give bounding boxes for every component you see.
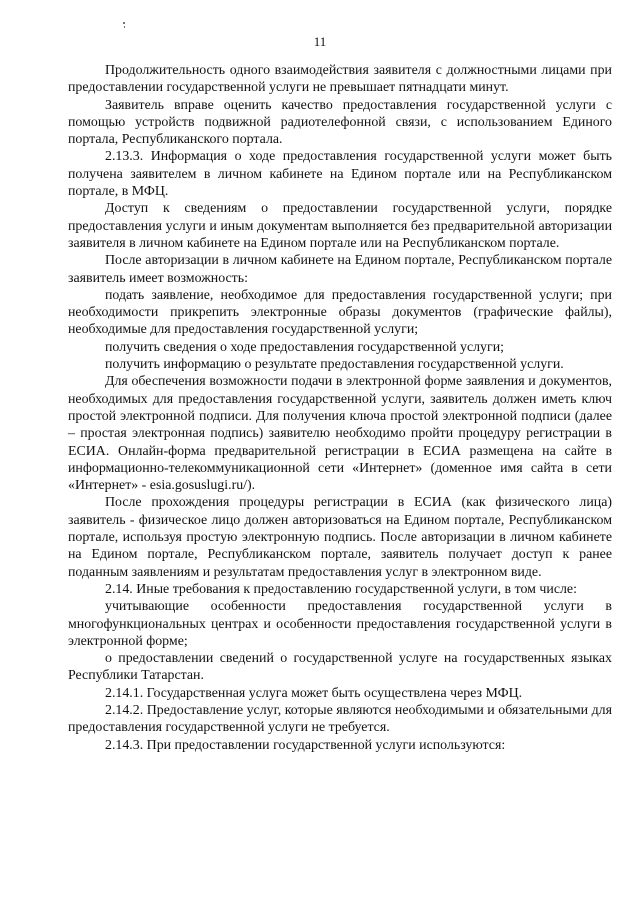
paragraph: Для обеспечения возможности подачи в электронной форме заявления и документов, необходимых для предоставления государственной услуги, заявитель должен иметь ключ простой электронной подписи. Для получения ключа простой электронной подписи (далее – простая электронная подпись) заявителю необходимо пройти процедуру регистрации в ЕСИА. Онлайн-форма предварительной регистрации в ЕСИА размещена на сайте в информационно-телекоммуникационной сети «Интернет» (доменное имя сайта в сети «Интернет» - esia.gosuslugi.ru/). <box>68 374 612 494</box>
paragraph: о предоставлении сведений о государственной услуге на государственных языках Республики Татарстан. <box>68 651 612 684</box>
paragraph: Продолжительность одного взаимодействия заявителя с должностными лицами при предоставлении государственной услуги не превышает пятнадцати минут. <box>68 63 612 96</box>
paragraph: получить информацию о результате предоставления государственной услуги. <box>105 357 564 373</box>
paragraph: получить сведения о ходе предоставления государственной услуги; <box>105 339 504 355</box>
paragraph: 2.14.2. Предоставление услуг, которые являются необходимыми и обязательными для предоставления государственной услуги не требуется. <box>68 702 612 736</box>
scan-speck <box>123 22 125 24</box>
paragraph: учитывающие особенности предоставления государственной услуги в многофункциональных центрах и особенности предоставления государственной услуги в электронной форме; <box>68 599 612 649</box>
paragraph: подать заявление, необходимое для предоставления государственной услуги; при необходимости прикрепить электронные образы документов (графические файлы), необходимые для предоставления государственной услуги; <box>68 287 612 338</box>
paragraph: После авторизации в личном кабинете на Едином портале, Республиканском портале заявитель имеет возможность: <box>68 253 612 286</box>
paragraph: 2.14.3. При предоставлении государственной услуги используются: <box>105 737 506 753</box>
paragraph: 2.13.3. Информация о ходе предоставления государственной услуги может быть получена заявителем в личном кабинете на Едином портале или на Республиканском портале, в МФЦ. <box>68 149 612 200</box>
paragraph: После прохождения процедуры регистрации в ЕСИА (как физического лица) заявитель - физическое лицо должен авторизоваться на Едином портале, Республиканском портале, используя простую электронную подпись. После авторизации в личном кабинете на Едином портале, Республиканском портале, заявитель получает доступ к ранее поданным заявлениям и результатам предоставления услуг в электронном виде. <box>68 495 612 580</box>
paragraph: 2.14. Иные требования к предоставлению государственной услуги, в том числе: <box>105 581 577 597</box>
scan-speck <box>124 26 125 28</box>
page-number: 11 <box>313 34 327 49</box>
document-body <box>68 62 612 754</box>
paragraph: Доступ к сведениям о предоставлении государственной услуги, порядке предоставления услуги и иным документам выполняется без предварительной авторизации заявителя в личном кабинете на Едином портале или на Республиканском портале. <box>68 201 612 251</box>
paragraph: Заявитель вправе оценить качество предоставления государственной услуги с помощью устройств подвижной радиотелефонной связи, с использованием Единого портала, Республиканского портала. <box>68 97 612 148</box>
paragraph: 2.14.1. Государственная услуга может быть осуществлена через МФЦ. <box>105 685 523 701</box>
